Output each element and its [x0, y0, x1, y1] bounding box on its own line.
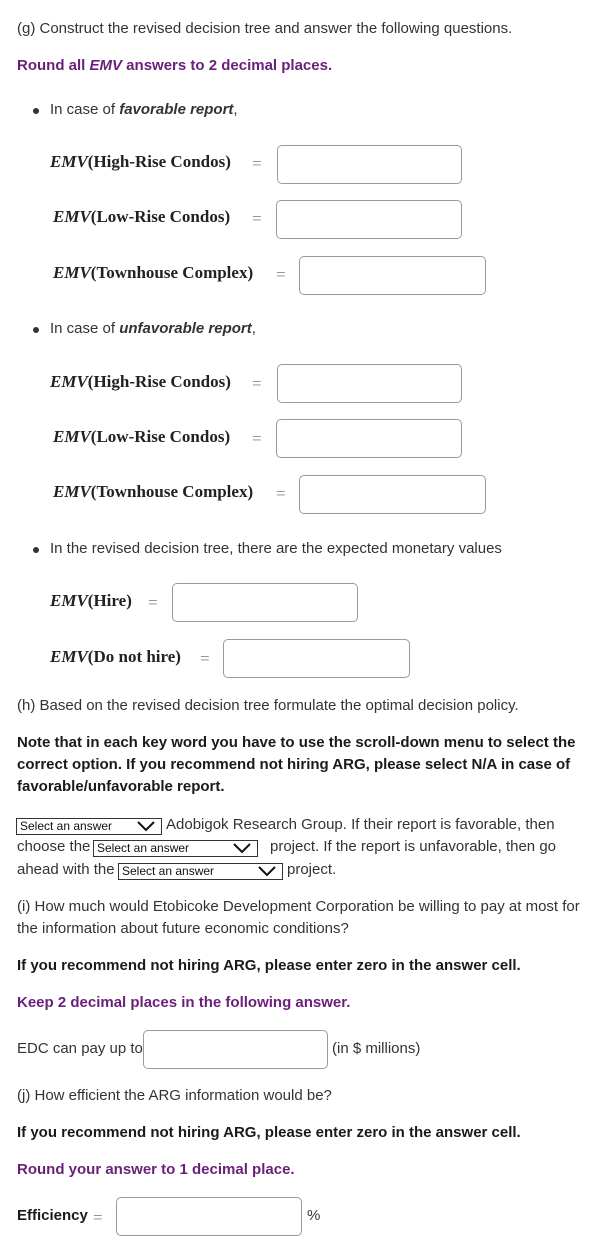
favorable-emphasis: favorable report	[119, 101, 234, 118]
favorable-lead-text: In case of	[50, 101, 120, 118]
edc-pay-unit: (in $ millions)	[332, 1040, 421, 1057]
emv-symbol: EMV	[50, 647, 88, 666]
equals-sign: =	[252, 429, 262, 448]
bullet-icon	[33, 108, 39, 114]
equals-sign: =	[148, 593, 158, 612]
emv-symbol: EMV	[53, 207, 91, 226]
emv-unfav-highrise-input[interactable]	[277, 364, 462, 403]
part-i-question-line1: (i) How much would Etobicoke Development Corporation be willing to pay at most for	[17, 898, 580, 915]
emv-fav-townhouse-input[interactable]	[299, 256, 486, 295]
hire-decision-select[interactable]	[16, 818, 162, 835]
part-i-instruction: Keep 2 decimal places in the following answer.	[17, 994, 351, 1011]
emv-symbol: EMV	[50, 152, 88, 171]
unfavorable-emphasis: unfavorable report	[119, 320, 252, 337]
emv-hire-input[interactable]	[172, 583, 358, 622]
revised-lead: In the revised decision tree, there are the expected monetary values	[50, 540, 502, 557]
emv-arg: (Low-Rise Condos)	[90, 207, 231, 226]
emv-fav-highrise-label	[50, 152, 231, 172]
favorable-tail: ,	[233, 101, 238, 118]
emv-hire-label	[50, 591, 132, 611]
emv-unfav-townhouse-label	[53, 482, 253, 502]
bullet-icon	[33, 547, 39, 553]
part-g-heading: (g) Construct the revised decision tree and answer the following questions.	[17, 20, 513, 37]
emv-fav-lowrise-label	[53, 207, 230, 227]
efficiency-input[interactable]	[116, 1197, 302, 1236]
emv-fav-townhouse-label	[53, 263, 253, 283]
emv-arg: (Townhouse Complex)	[90, 482, 254, 501]
emv-unfav-lowrise-label	[53, 427, 230, 447]
emv-arg: (High-Rise Condos)	[87, 152, 231, 171]
emv-arg: (Townhouse Complex)	[90, 263, 254, 282]
efficiency-unit: %	[307, 1207, 321, 1224]
emv-unfav-lowrise-input[interactable]	[276, 419, 462, 458]
chevron-down-icon	[258, 866, 276, 877]
equals-sign: =	[276, 484, 286, 503]
favorable-lead	[50, 101, 238, 118]
emv-fav-lowrise-input[interactable]	[276, 200, 462, 239]
part-h-note-line2: correct option. If you recommend not hiring ARG, please select N/A in case of	[17, 756, 571, 773]
unfavorable-tail: ,	[251, 320, 256, 337]
instruction-text-end: answers to 2 decimal places.	[122, 57, 333, 74]
emv-fav-highrise-input[interactable]	[277, 145, 462, 184]
chevron-down-icon	[233, 843, 251, 854]
emv-unfav-townhouse-input[interactable]	[299, 475, 486, 514]
edc-pay-label: EDC can pay up to	[17, 1040, 143, 1057]
equals-sign: =	[252, 374, 262, 393]
instruction-emv: EMV	[89, 57, 123, 74]
policy-text-line1: Adobigok Research Group. If their report is favorable, then	[166, 816, 555, 833]
emv-arg: (Low-Rise Condos)	[90, 427, 231, 446]
equals-sign: =	[252, 154, 262, 173]
part-h-note-line3: favorable/unfavorable report.	[17, 778, 225, 795]
unfavorable-lead	[50, 320, 256, 337]
part-h-note-line1: Note that in each key word you have to use the scroll-down menu to select the	[17, 734, 576, 751]
emv-donothire-input[interactable]	[223, 639, 410, 678]
emv-symbol: EMV	[50, 372, 88, 391]
equals-sign: =	[252, 209, 262, 228]
policy-text-choose: choose the	[17, 838, 91, 855]
emv-symbol: EMV	[53, 427, 91, 446]
emv-symbol: EMV	[50, 591, 88, 610]
part-j-instruction: Round your answer to 1 decimal place.	[17, 1161, 295, 1178]
emv-arg: (High-Rise Condos)	[87, 372, 231, 391]
edc-pay-input[interactable]	[143, 1030, 328, 1069]
select-placeholder: Select an answer	[122, 864, 215, 878]
part-i-note: If you recommend not hiring ARG, please enter zero in the answer cell.	[17, 957, 521, 974]
part-i-question-line2: the information about future economic conditions?	[17, 920, 349, 937]
unfavorable-lead-text: In case of	[50, 320, 120, 337]
policy-text-line3: project.	[287, 861, 337, 878]
favorable-project-select[interactable]	[93, 840, 258, 857]
policy-text-line2: project. If the report is unfavorable, then go	[270, 838, 557, 855]
unfavorable-project-select[interactable]	[118, 863, 283, 880]
part-h-heading: (h) Based on the revised decision tree formulate the optimal decision policy.	[17, 697, 519, 714]
equals-sign: =	[93, 1208, 103, 1227]
emv-unfav-highrise-label	[50, 372, 231, 392]
emv-arg: (Do not hire)	[87, 647, 181, 666]
efficiency-label: Efficiency	[17, 1207, 88, 1224]
select-placeholder: Select an answer	[20, 819, 113, 833]
policy-text-ahead: ahead with the	[17, 861, 115, 878]
equals-sign: =	[200, 649, 210, 668]
chevron-down-icon	[137, 821, 155, 832]
emv-symbol: EMV	[53, 263, 91, 282]
bullet-icon	[33, 327, 39, 333]
part-g-instruction	[17, 57, 332, 74]
emv-arg: (Hire)	[87, 591, 132, 610]
select-placeholder: Select an answer	[97, 841, 190, 855]
equals-sign: =	[276, 265, 286, 284]
instruction-text: Round all	[17, 57, 90, 74]
emv-donothire-label	[50, 647, 181, 667]
part-j-question: (j) How efficient the ARG information would be?	[17, 1087, 332, 1104]
part-j-note: If you recommend not hiring ARG, please enter zero in the answer cell.	[17, 1124, 521, 1141]
emv-symbol: EMV	[53, 482, 91, 501]
